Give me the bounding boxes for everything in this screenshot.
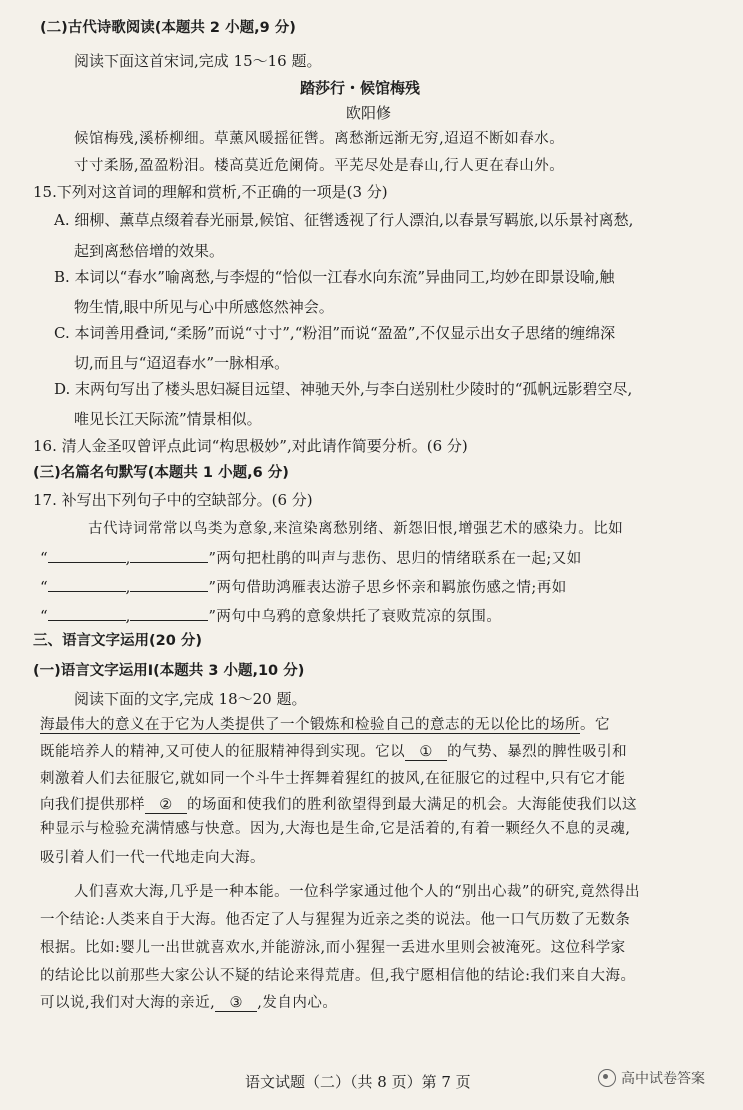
text-line-l14: D. 末两句写出了楼头思妇凝目远望、神驰天外,与李白送别杜少陵时的“孤帆远影碧空尽, (54, 380, 633, 398)
text-line-l32: 根据。比如:婴儿一出世就喜欢水,并能游泳,而小猩猩一丢进水里则会被淹死。这位科学家 (40, 940, 626, 956)
poem-fill-line-2: “ , ”两句借助鸿雁表达游子思乡怀亲和羁旅伤感之情;再如 (40, 578, 567, 596)
text-line-l06: 寸寸柔肠,盈盈粉泪。楼高莫近危阑倚。平芜尽处是春山,行人更在春山外。 (74, 158, 565, 174)
poem-fill-line-1: “ , ”两句把杜鹃的叫声与悲伤、思归的情绪联系在一起;又如 (40, 549, 582, 567)
text-line-l16: 16. 清人金圣叹曾评点此词“构思极妙”,对此请作简要分析。(6 分) (33, 437, 468, 455)
answer-blank[interactable] (48, 577, 126, 592)
blank-2[interactable]: ② (145, 795, 187, 814)
text-line-l08: A. 细柳、薰草点缀着春光丽景,候馆、征辔透视了行人漂泊,以春景写羁旅,以乐景衬离愁, (54, 211, 634, 229)
text-line-l11: 物生情,眼中所见与心中所感悠然神会。 (74, 298, 334, 316)
answer-blank[interactable] (130, 606, 208, 621)
passage-line-3: 刺激着人们去征服它,就如同一个斗牛士挥舞着猩红的披风,在征服它的过程中,只有它才能 (40, 771, 626, 787)
text-line-l30: 人们喜欢大海,几乎是一种本能。一位科学家通过他个人的“别出心裁”的研究,竟然得出 (74, 884, 641, 900)
answer-blank[interactable] (48, 548, 126, 563)
text-line-l18: 17. 补写出下列句子中的空缺部分。(6 分) (33, 491, 313, 509)
passage-line-4: 向我们提供那样 ② 的场面和使我们的胜利欲望得到最大满足的机会。大海能使我们以这 (40, 797, 637, 813)
passage-line-1: 海最伟大的意义在于它为人类提供了一个锻炼和检验自己的意志的无以伦比的场所。它 (40, 717, 610, 733)
underlined-sentence: 海最伟大的意义在于它为人类提供了一个锻炼和检验自己的意志的无以伦比的场所 (40, 717, 580, 733)
text-line-l09: 起到离愁倍增的效果。 (74, 242, 225, 260)
text-line-l03: 踏莎行・候馆梅残 (300, 79, 421, 97)
blank-1[interactable]: ① (405, 742, 447, 761)
answer-blank[interactable] (48, 606, 126, 621)
text-line-l33: 的结论比以前那些大家公认不疑的结论来得荒唐。但,我宁愿相信他的结论:我们来自大海。 (40, 968, 636, 984)
answer-blank[interactable] (130, 577, 208, 592)
passage-line-2: 既能培养人的精神,又可使人的征服精神得到实现。它以 ① 的气势、暴烈的脾性吸引和 (40, 744, 628, 760)
passage-last-line: 可以说,我们对大海的亲近, ③ ,发自内心。 (40, 995, 338, 1011)
text-line-l15: 唯见长江天际流”情景相似。 (74, 410, 262, 428)
text-line-l05: 候馆梅残,溪桥柳细。草薰风暖摇征辔。离愁渐远渐无穷,迢迢不断如春水。 (74, 131, 565, 147)
text-line-l23: (一)语言文字运用Ⅰ(本题共 3 小题,10 分) (33, 663, 305, 679)
text-line-l17: (三)名篇名句默写(本题共 1 小题,6 分) (33, 465, 289, 481)
blank-3[interactable]: ③ (215, 993, 257, 1012)
answer-blank[interactable] (130, 548, 208, 563)
poem-fill-intro: 古代诗词常常以鸟类为意象,来渲染离愁别绪、新怨旧恨,增强艺术的感染力。比如 (88, 521, 624, 537)
page-footer: 语文试题（二）（共 8 页）第 7 页 (245, 1073, 471, 1091)
text-line-l02: 阅读下面这首宋词,完成 15～16 题。 (74, 52, 322, 70)
text-line-l22: 三、语言文字运用(20 分) (33, 633, 202, 649)
text-line-l07: 15.下列对这首词的理解和赏析,不正确的一项是(3 分) (33, 183, 388, 201)
text-line-l13: 切,而且与“迢迢春水”一脉相承。 (74, 354, 290, 372)
text-line-l24: 阅读下面的文字,完成 18～20 题。 (74, 690, 307, 708)
text-line-l04: 欧阳修 (346, 104, 392, 122)
text-line-l10: B. 本词以“春水”喻离愁,与李煜的“恰似一江春水向东流”异曲同工,均妙在即景设喻,触 (54, 268, 615, 286)
text-line-l01: (二)古代诗歌阅读(本题共 2 小题,9 分) (40, 20, 296, 36)
watermark: 高中试卷答案 (598, 1068, 705, 1088)
text-line-l28: 种显示与检验充满情感与快意。因为,大海也是生命,它是活着的,有着一颗经久不息的灵魂, (40, 821, 631, 837)
text-line-l29: 吸引着人们一代一代地走向大海。 (40, 850, 265, 866)
text-line-l12: C. 本词善用叠词,“柔肠”而说“寸寸”,“粉泪”而说“盈盈”,不仅显示出女子思绪的缠绵深 (54, 324, 616, 342)
poem-fill-line-3: “ , ”两句中乌鸦的意象烘托了衰败荒凉的氛围。 (40, 607, 502, 625)
text-line-l31: 一个结论:人类来自于大海。他否定了人与猩猩为近亲之类的说法。他一口气历数了无数条 (40, 912, 631, 928)
wechat-icon (598, 1069, 616, 1087)
